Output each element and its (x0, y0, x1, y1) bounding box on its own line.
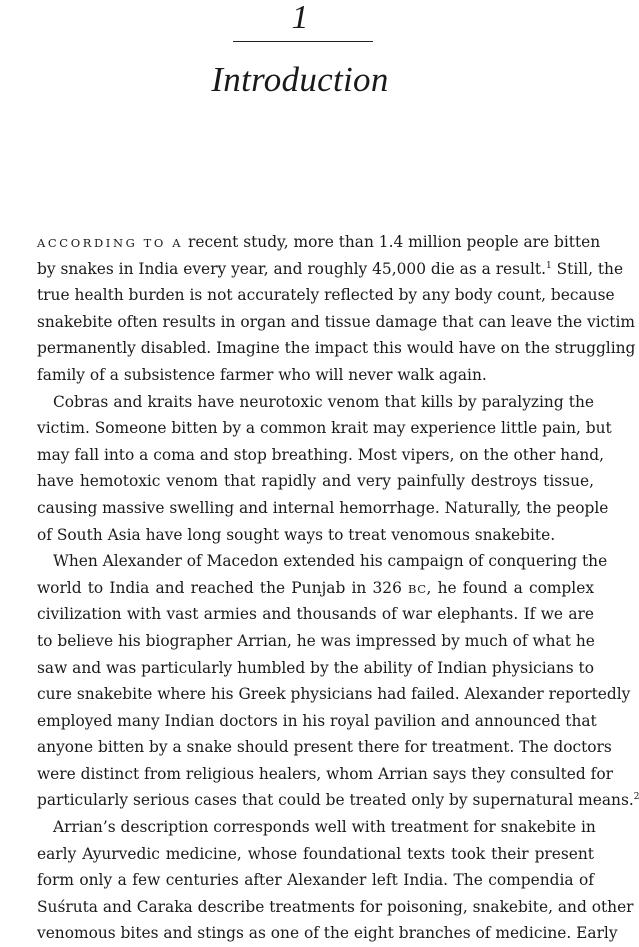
paragraph-2-line-5: causing massive swelling and internal hemorrhage. Naturally, the people (37, 498, 609, 517)
paragraph-3-line-6: cure snakebite where his Greek physicians had failed. Alexander reportedly (37, 685, 631, 704)
paragraph-3-line-5: saw and was particularly humbled by the ability of Indian physicians to (37, 658, 595, 677)
paragraph-3-line-7: employed many Indian doctors in his royal pavilion and announced that (37, 711, 597, 730)
paragraph-4-line-3: form only a few centuries after Alexander left India. The compendia of (37, 871, 594, 890)
footnote-ref-2[interactable]: 2 (633, 792, 639, 803)
paragraph-2-line-4: have hemotoxic venom that rapidly and very painfully destroys tissue, (37, 472, 594, 491)
paragraph-4-line-1: Arrian’s description corresponds well with treatment for snakebite in (53, 818, 596, 837)
paragraph-4-line-5: venomous bites and stings as one of the eight branches of medicine. Early (37, 924, 618, 943)
paragraph-3-line-2: world to India and reached the Punjab in 326 BC, he found a complex (37, 578, 594, 597)
paragraph-2-line-2: victim. Someone bitten by a common krait may experience little pain, but (37, 419, 612, 438)
chapter-rule (233, 41, 373, 42)
paragraph-2-line-6: of South Asia have long sought ways to treat venomous snakebite. (37, 525, 556, 544)
chapter-number: 1 (291, 0, 309, 36)
paragraph-3-line-4: to believe his biographer Arrian, he was impressed by much of what he (37, 631, 595, 650)
paragraph-3-line-8: anyone bitten by a snake should present there for treatment. The doctors (37, 738, 612, 757)
paragraph-2-line-3: may fall into a coma and stop breathing. Most vipers, on the other hand, (37, 445, 604, 464)
paragraph-1-line-4: snakebite often results in organ and tissue damage that can leave the victim (37, 312, 635, 331)
lead-in-smallcaps: ACCORDING TO A (37, 236, 184, 250)
paragraph-4-line-4: Suśruta and Caraka describe treatments for poisoning, snakebite, and other (37, 897, 634, 916)
paragraph-1-line-6: family of a subsistence farmer who will never walk again. (37, 365, 487, 384)
body-text (37, 229, 639, 947)
chapter-title: Introduction (211, 60, 389, 99)
paragraph-3-line-9: were distinct from religious healers, whom Arrian says they consulted for (37, 764, 613, 783)
paragraph-4-line-2: early Ayurvedic medicine, whose foundational texts took their present (37, 844, 594, 863)
paragraph-1-line-5: permanently disabled. Imagine the impact this would have on the struggling (37, 339, 636, 358)
paragraph-1-line-2: by snakes in India every year, and roughly 45,000 die as a result.$^1$ Still, the (37, 259, 624, 278)
paragraph-2-line-1: Cobras and kraits have neurotoxic venom that kills by paralyzing the (53, 392, 594, 411)
paragraph-1-line-1: ACCORDING TO A recent study, more than 1.4 million people are bitten (37, 233, 601, 251)
footnote-ref-1[interactable]: 1 (545, 260, 552, 271)
paragraph-3-line-10: particularly serious cases that could be treated only by supernatural means.$^2$ (37, 791, 639, 810)
paragraph-1-line-3: true health burden is not accurately reflected by any body count, because (37, 286, 615, 305)
paragraph-3-line-1: When Alexander of Macedon extended his campaign of conquering the (53, 552, 608, 571)
era-smallcaps: BC (408, 581, 427, 596)
paragraph-3-line-3: civilization with vast armies and thousands of war elephants. If we are (37, 605, 594, 624)
